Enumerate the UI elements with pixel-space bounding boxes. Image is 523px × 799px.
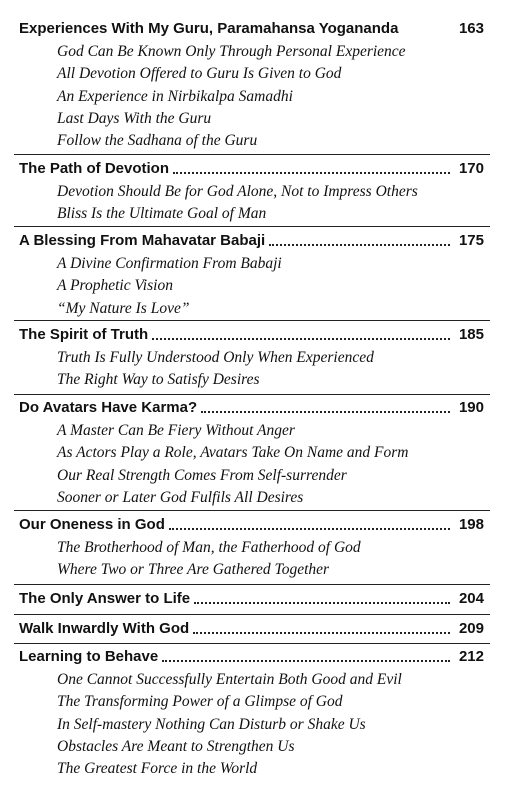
toc-entry <box>19 587 484 611</box>
toc-entry-heading[interactable] <box>19 645 484 669</box>
subsection-item: God Can Be Known Only Through Personal Experience <box>57 43 406 60</box>
subsection-item: Devotion Should Be for God Alone, Not to Impress Others <box>57 183 418 200</box>
page-number: 212 <box>458 648 484 665</box>
chapter-title[interactable]: The Spirit of Truth <box>19 323 150 347</box>
chapter-title[interactable]: Walk Inwardly With God <box>19 617 191 641</box>
subsection-item: Obstacles Are Meant to Strengthen Us <box>57 737 295 755</box>
subsection-list <box>19 41 484 152</box>
toc-entry-heading[interactable] <box>19 157 484 181</box>
dot-leader <box>169 528 450 530</box>
subsection-item: In Self-mastery Nothing Can Disturb or Shake Us <box>57 715 366 733</box>
section-divider <box>14 320 490 321</box>
toc-entry-heading[interactable] <box>19 17 484 41</box>
subsection-item: As Actors Play a Role, Avatars Take On Name and Form <box>57 444 409 462</box>
subsection-item: Bliss Is the Ultimate Goal of Man <box>57 205 267 223</box>
subsection-item: Sooner or Later God Fulfils All Desires <box>57 488 304 506</box>
chapter-title[interactable]: Experiences With My Guru, Paramahansa Yogananda <box>19 17 400 41</box>
subsection-list <box>19 347 484 392</box>
dot-leader <box>193 632 450 634</box>
section-divider <box>14 584 490 585</box>
section-divider <box>14 226 490 227</box>
page-number: 163 <box>458 20 484 37</box>
page-number: 170 <box>458 160 484 177</box>
dot-leader <box>269 244 450 246</box>
toc-entry <box>19 513 484 582</box>
page-number: 209 <box>458 620 484 637</box>
subsection-item: “My Nature Is Love” <box>57 299 190 317</box>
subsection-item: The Transforming Power of a Glimpse of God <box>57 693 343 711</box>
subsection-list <box>19 181 484 226</box>
dot-leader <box>201 411 450 413</box>
subsection-item: One Cannot Successfully Entertain Both Good and Evil <box>57 671 402 688</box>
subsection-item: The Greatest Force in the World <box>57 760 258 778</box>
toc-entry-heading[interactable] <box>19 587 484 611</box>
toc-entry <box>19 617 484 641</box>
subsection-list <box>19 669 484 780</box>
page-number: 175 <box>458 232 484 249</box>
toc-entry-heading[interactable] <box>19 617 484 641</box>
subsection-item: A Master Can Be Fiery Without Anger <box>57 422 295 439</box>
toc-entry-heading[interactable] <box>19 323 484 347</box>
dot-leader <box>194 602 450 604</box>
section-divider <box>14 643 490 644</box>
subsection-item: Last Days With the Guru <box>57 109 212 127</box>
toc-entry <box>19 396 484 509</box>
subsection-item: Follow the Sadhana of the Guru <box>57 132 258 150</box>
subsection-item: The Brotherhood of Man, the Fatherhood of God <box>57 539 361 556</box>
toc-entry-heading[interactable] <box>19 229 484 253</box>
chapter-title[interactable]: The Only Answer to Life <box>19 587 192 611</box>
subsection-item: Truth Is Fully Understood Only When Experienced <box>57 349 374 366</box>
chapter-title[interactable]: The Path of Devotion <box>19 157 171 181</box>
page-number: 190 <box>458 399 484 416</box>
toc-entry-heading[interactable] <box>19 513 484 537</box>
toc-entry <box>19 229 484 320</box>
subsection-item: All Devotion Offered to Guru Is Given to God <box>57 65 342 83</box>
dot-leader <box>152 338 450 340</box>
subsection-item: Our Real Strength Comes From Self-surrender <box>57 466 347 484</box>
section-divider <box>14 154 490 155</box>
toc-entry <box>19 157 484 226</box>
subsection-item: An Experience in Nirbikalpa Samadhi <box>57 87 293 105</box>
dot-leader <box>162 660 450 662</box>
toc-entry <box>19 645 484 780</box>
subsection-item: A Divine Confirmation From Babaji <box>57 255 282 272</box>
page-number: 185 <box>458 326 484 343</box>
page-number: 204 <box>458 590 484 607</box>
toc-entry <box>19 17 484 152</box>
subsection-list <box>19 253 484 320</box>
dot-leader <box>173 172 450 174</box>
subsection-list <box>19 537 484 582</box>
toc-entry <box>19 323 484 392</box>
subsection-item: A Prophetic Vision <box>57 277 173 295</box>
section-divider <box>14 510 490 511</box>
toc-entry-heading[interactable] <box>19 396 484 420</box>
section-divider <box>14 394 490 395</box>
chapter-title[interactable]: Our Oneness in God <box>19 513 167 537</box>
subsection-list <box>19 420 484 509</box>
subsection-item: The Right Way to Satisfy Desires <box>57 371 260 389</box>
page-number: 198 <box>458 516 484 533</box>
subsection-item: Where Two or Three Are Gathered Together <box>57 561 330 579</box>
section-divider <box>14 614 490 615</box>
chapter-title[interactable]: A Blessing From Mahavatar Babaji <box>19 229 267 253</box>
chapter-title[interactable]: Do Avatars Have Karma? <box>19 396 199 420</box>
chapter-title[interactable]: Learning to Behave <box>19 645 160 669</box>
